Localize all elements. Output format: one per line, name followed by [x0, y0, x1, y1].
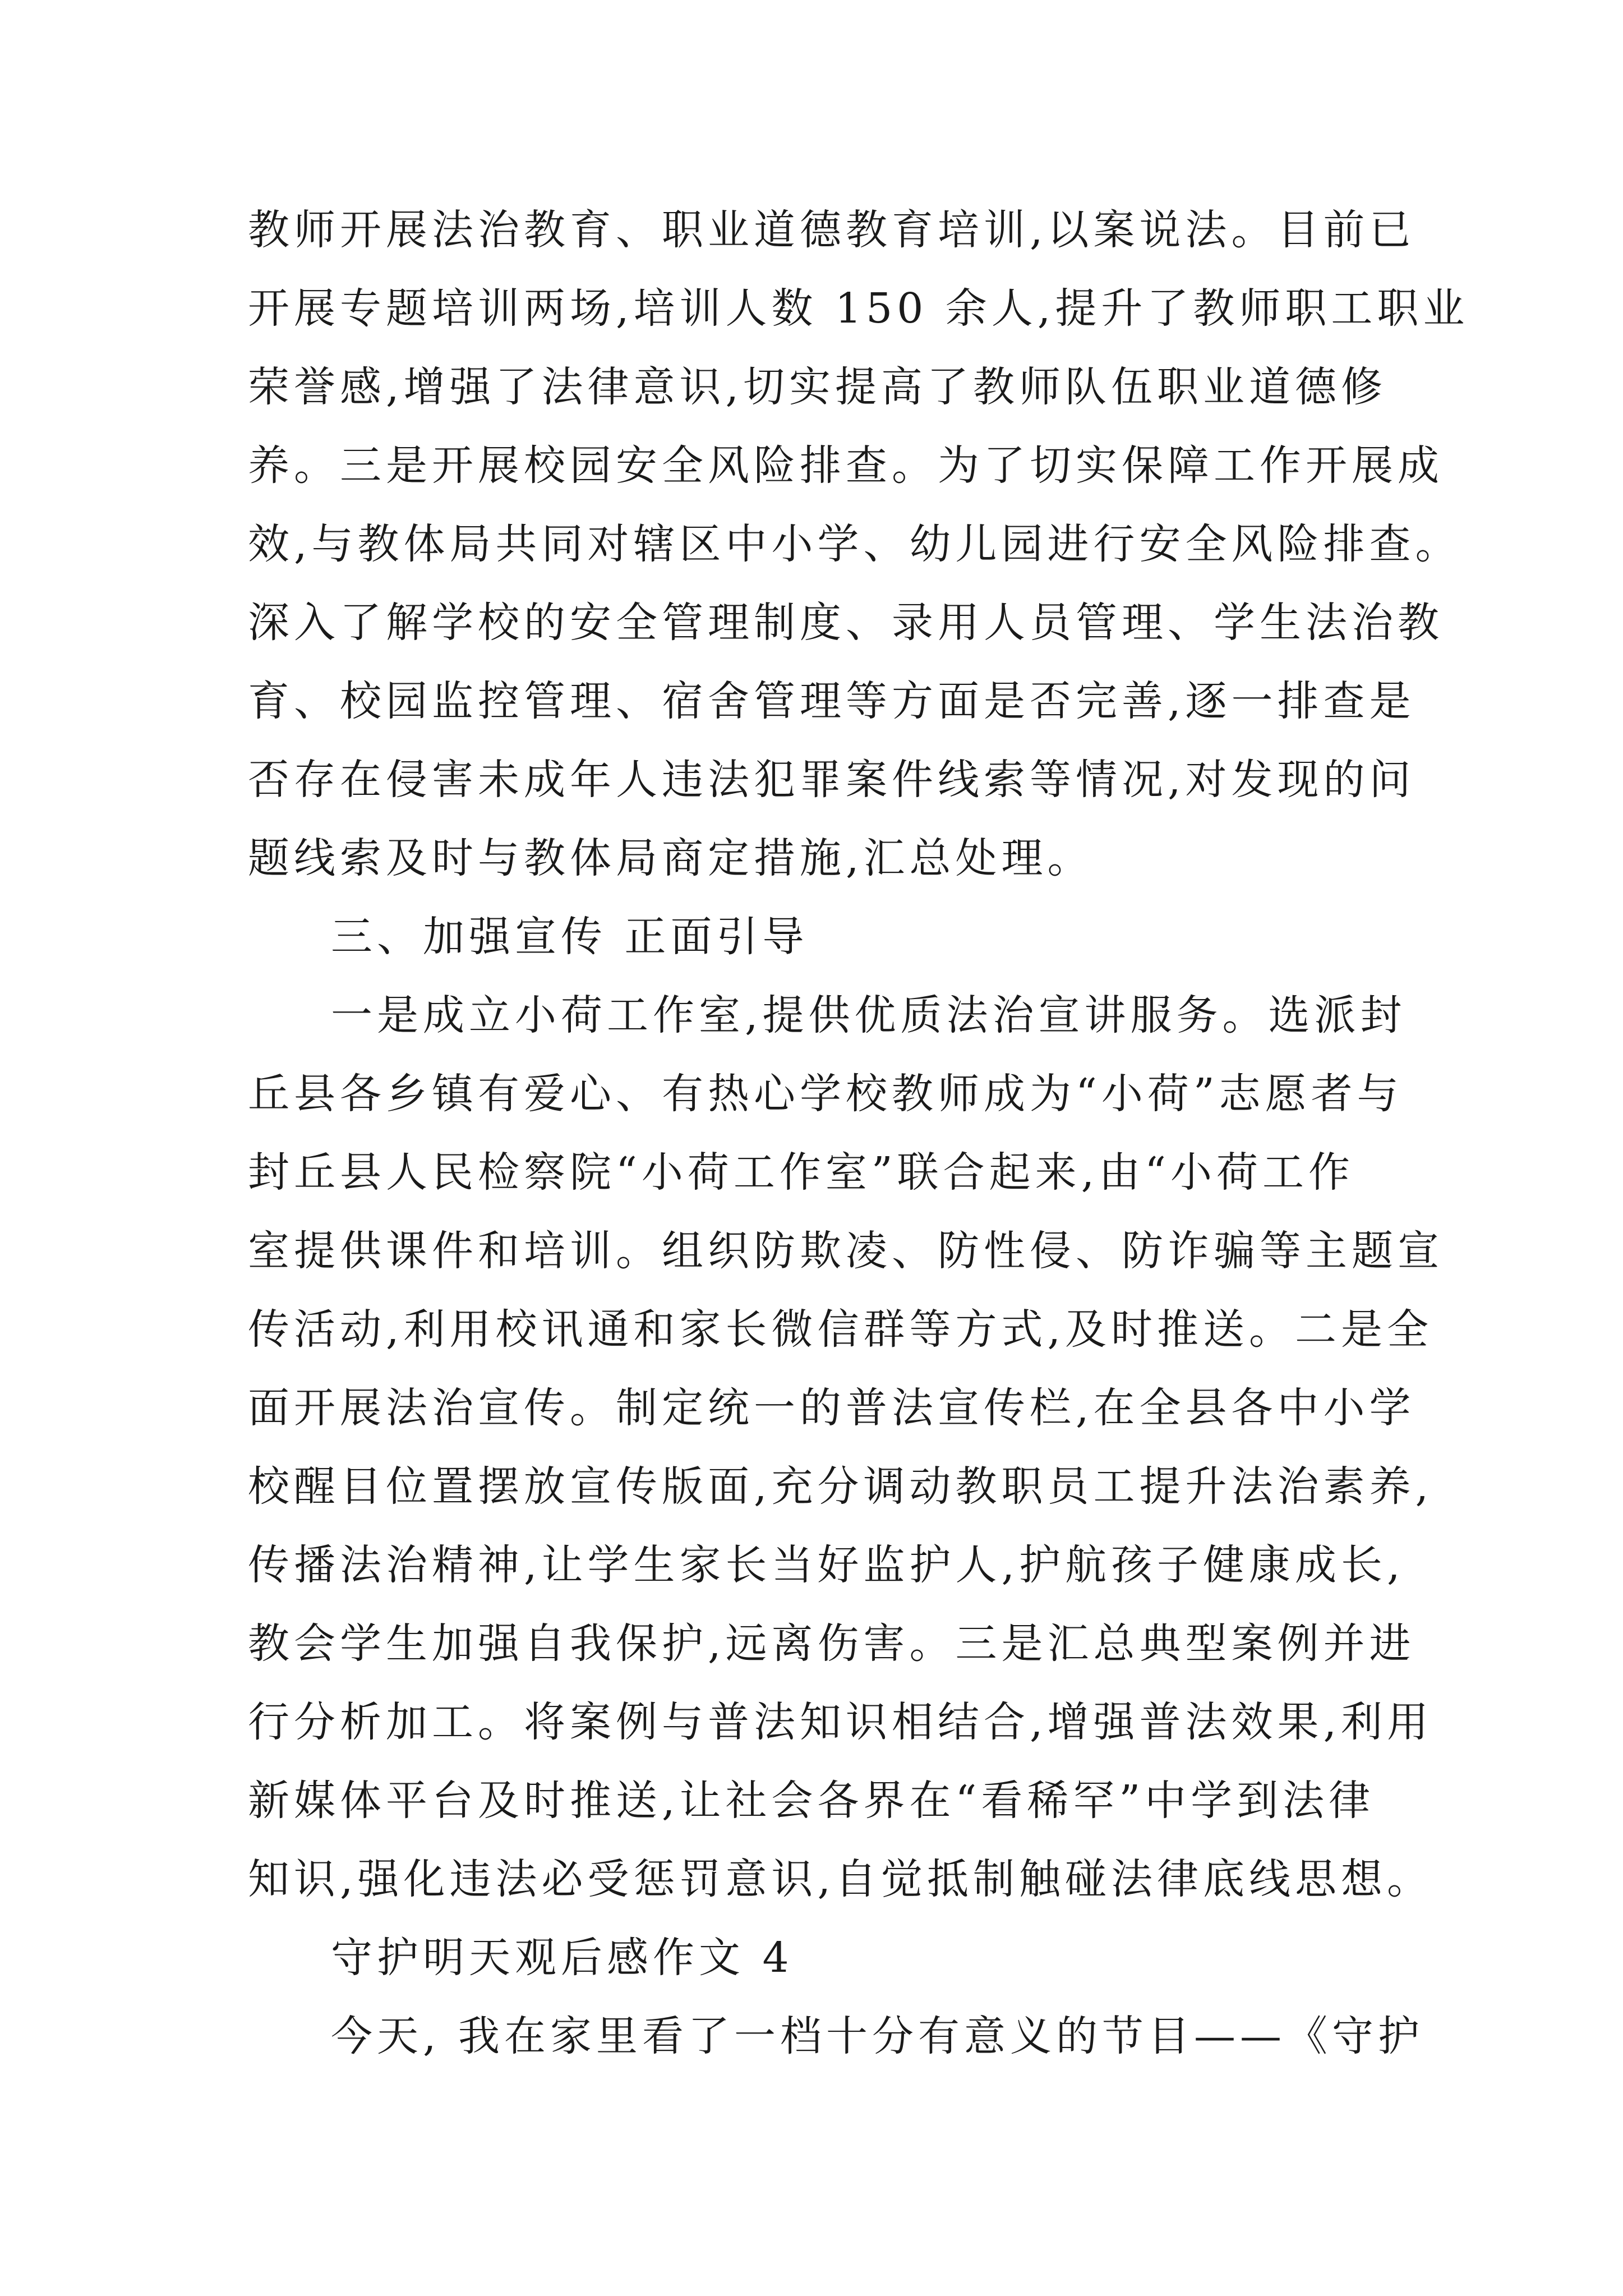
essay-title: 守护明天观后感作文 4 — [331, 1934, 794, 1982]
text-line: 丘县各乡镇有爱心、有热心学校教师成为“小荷”志愿者与 — [248, 1070, 1403, 1118]
text-line: 新媒体平台及时推送,让社会各界在“看稀罕”中学到法律 — [248, 1777, 1375, 1825]
text-line: 否存在侵害未成年人违法犯罪案件线索等情况,对发现的问 — [248, 756, 1415, 804]
text-line: 题线索及时与教体局商定措施,汇总处理。 — [248, 834, 1094, 882]
text-line: 深入了解学校的安全管理制度、录用人员管理、学生法治教 — [248, 599, 1444, 647]
text-line: 教会学生加强自我保护,远离伤害。三是汇总典型案例并进 — [248, 1619, 1415, 1668]
text-line: 效,与教体局共同对辖区中小学、幼儿园进行安全风险排查。 — [248, 520, 1461, 568]
text-line: 育、校园监控管理、宿舍管理等方面是否完善,逐一排查是 — [248, 677, 1415, 725]
text-line: 开展专题培训两场,培训人数 150 余人,提升了教师职工职业 — [248, 284, 1469, 333]
text-line: 校醒目位置摆放宣传版面,充分调动教职员工提升法治素养, — [248, 1462, 1433, 1511]
text-line: 传播法治精神,让学生家长当好监护人,护航孩子健康成长, — [248, 1541, 1405, 1589]
text-line: 今天, 我在家里看了一档十分有意义的节目——《守护 — [331, 2012, 1424, 2060]
text-line: 传活动,利用校讯通和家长微信群等方式,及时推送。二是全 — [248, 1305, 1433, 1354]
text-line: 养。三是开展校园安全风险排查。为了切实保障工作开展成 — [248, 441, 1444, 490]
text-line: 封丘县人民检察院“小荷工作室”联合起来,由“小荷工作 — [248, 1148, 1355, 1197]
text-line: 知识,强化违法必受惩罚意识,自觉抵制触碰法律底线思想。 — [248, 1855, 1433, 1903]
text-line: 行分析加工。将案例与普法知识相结合,增强普法效果,利用 — [248, 1698, 1433, 1746]
text-line: 教师开展法治教育、职业道德教育培训,以案说法。目前已 — [248, 206, 1415, 254]
text-line: 室提供课件和培训。组织防欺凌、防性侵、防诈骗等主题宣 — [248, 1227, 1444, 1275]
text-line: 荣誉感,增强了法律意识,切实提高了教师队伍职业道德修 — [248, 363, 1387, 411]
text-line: 面开展法治宣传。制定统一的普法宣传栏,在全县各中小学 — [248, 1384, 1415, 1432]
text-line: 一是成立小荷工作室,提供优质法治宣讲服务。选派封 — [331, 991, 1407, 1039]
section-heading: 三、加强宣传 正面引导 — [331, 913, 809, 961]
